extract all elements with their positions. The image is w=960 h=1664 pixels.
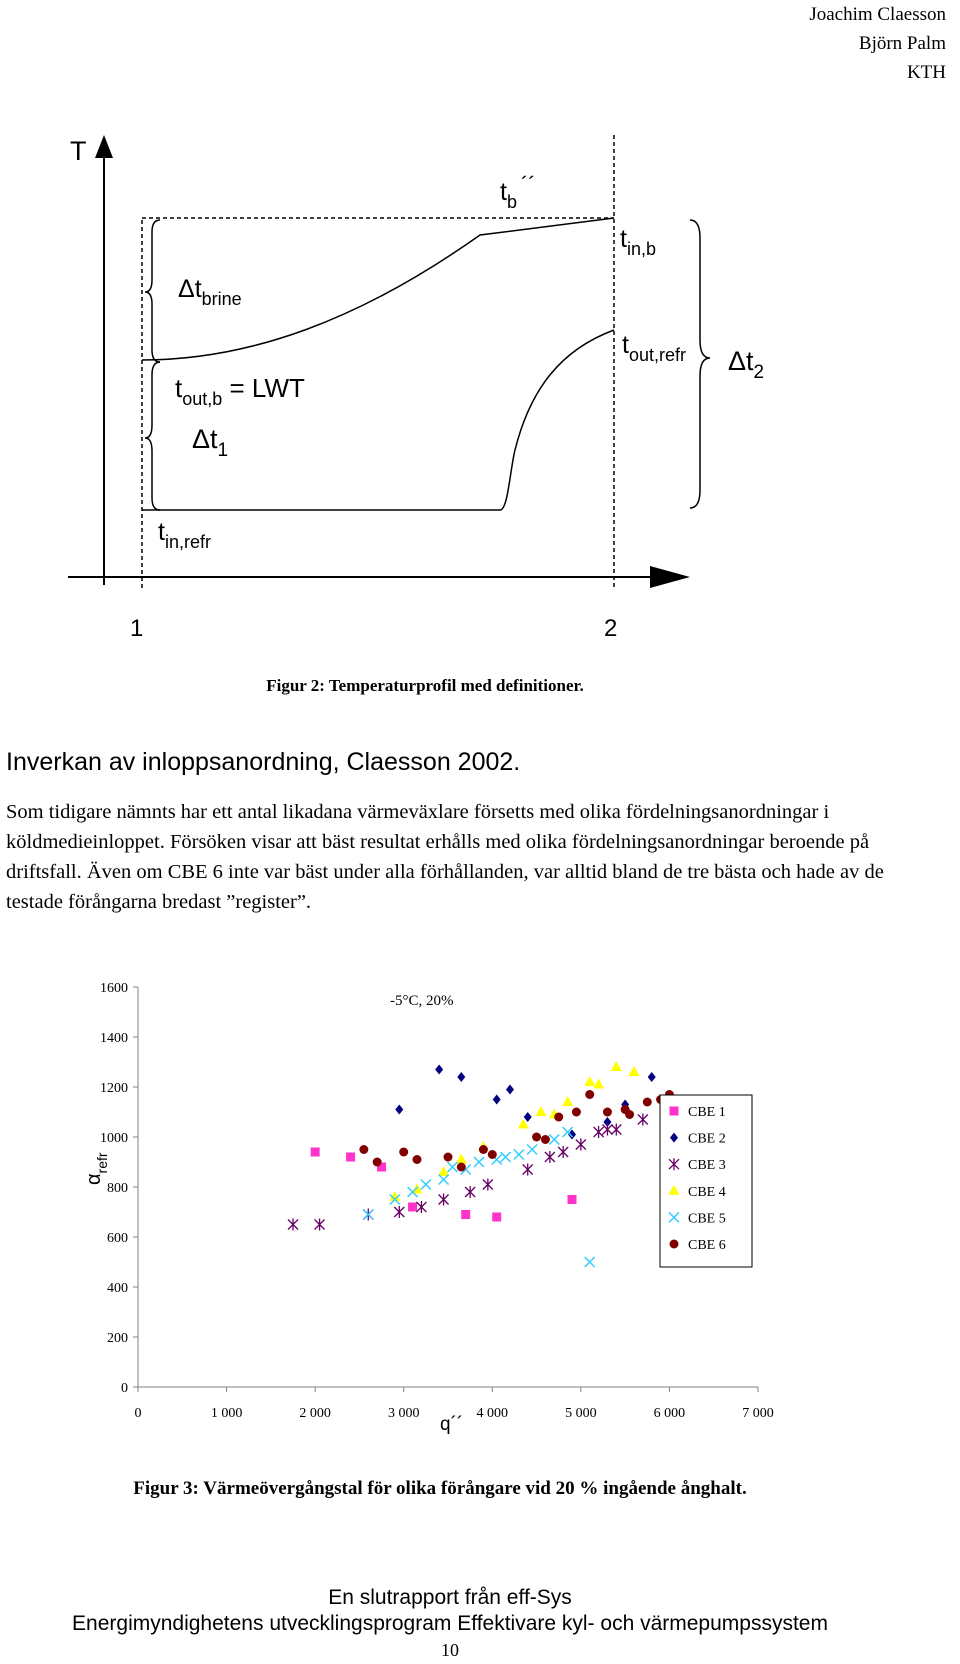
data-point-cbe-6 (643, 1098, 652, 1107)
data-point-cbe-6 (554, 1113, 563, 1122)
data-point-cbe-6 (532, 1133, 541, 1142)
x-tick-label: 0 (134, 1406, 142, 1421)
data-point-cbe-4 (456, 1154, 467, 1164)
brace-delta-t-2 (690, 220, 710, 508)
x-tick-label: 4 000 (476, 1406, 509, 1421)
figure-2-caption: Figur 2: Temperaturprofil med definitioner. (266, 676, 584, 695)
data-point-cbe-5 (501, 1152, 511, 1162)
y-axis-label: T (70, 136, 87, 166)
data-point-cbe-2 (506, 1085, 514, 1095)
legend-marker-cbe-6 (670, 1240, 679, 1249)
data-point-cbe-5 (527, 1145, 537, 1155)
label-delta-t-2: $\Delta t_2$ (728, 346, 765, 383)
page-header (809, 0, 946, 87)
chart-title: -5°C, 20% (390, 993, 454, 1009)
legend (660, 1095, 752, 1267)
data-point-cbe-6 (572, 1108, 581, 1117)
data-point-cbe-3 (594, 1126, 604, 1138)
institution: KTH (906, 62, 946, 83)
data-point-cbe-5 (474, 1157, 484, 1167)
y-tick-label: 200 (107, 1331, 128, 1346)
data-point-cbe-2 (435, 1065, 443, 1075)
data-point-cbe-1 (346, 1153, 355, 1162)
data-point-cbe-6 (413, 1155, 422, 1164)
label-delta-t-brine: $\Delta t_{brine}$ (178, 275, 242, 309)
y-tick-label: 1000 (100, 1131, 128, 1146)
x-axis-arrow (650, 566, 690, 588)
footer-program-line: Energimyndighetens utvecklingsprogram Effektivare kyl- och värmepumpssystem (72, 1612, 828, 1635)
x-tick-label: 1 000 (210, 1406, 243, 1421)
y-tick-label: 1400 (100, 1031, 128, 1046)
data-point-cbe-2 (457, 1072, 465, 1082)
data-point-cbe-6 (359, 1145, 368, 1154)
legend-label-cbe-2: CBE 2 (688, 1131, 726, 1147)
refrigerant-curve (142, 330, 614, 510)
data-point-cbe-3 (315, 1219, 325, 1231)
data-point-cbe-3 (558, 1146, 568, 1158)
x-tick-label: 7 000 (742, 1406, 774, 1421)
label-t-in-refr: $t_{in,refr}$ (158, 518, 211, 552)
data-point-cbe-6 (541, 1135, 550, 1144)
x-tick-label: 3 000 (387, 1406, 420, 1421)
data-point-cbe-6 (479, 1145, 488, 1154)
y-axis-arrow (95, 135, 113, 158)
data-point-cbe-2 (524, 1112, 532, 1122)
data-point-cbe-3 (439, 1194, 449, 1206)
y-tick-label: 400 (107, 1281, 128, 1296)
data-point-cbe-3 (394, 1206, 404, 1218)
data-point-cbe-1 (568, 1195, 577, 1204)
data-point-cbe-4 (593, 1079, 604, 1089)
label-t-in-b: $t_{in,b}$ (620, 225, 656, 259)
data-point-cbe-1 (408, 1203, 417, 1212)
temperature-profile-diagram (0, 120, 960, 640)
data-point-cbe-4 (562, 1096, 573, 1106)
x-axis-title: q´´ (440, 1414, 464, 1435)
data-point-cbe-5 (514, 1150, 524, 1160)
legend-label-cbe-6: CBE 6 (688, 1238, 726, 1253)
brace-delta-t-1 (145, 362, 160, 510)
legend-label-cbe-3: CBE 3 (688, 1158, 726, 1174)
data-point-cbe-3 (465, 1186, 475, 1198)
label-delta-t-1: $\Delta t_1$ (192, 424, 229, 461)
author-1: Joachim Claesson (809, 4, 946, 25)
footer-report-line: En slutrapport från eff-Sys (328, 1586, 572, 1609)
data-point-cbe-4 (629, 1066, 640, 1076)
label-t-b: $t_b´´$ (500, 172, 536, 212)
data-point-cbe-3 (523, 1164, 533, 1176)
y-tick-label: 600 (107, 1231, 128, 1246)
data-point-cbe-5 (447, 1162, 457, 1172)
data-point-cbe-1 (461, 1210, 470, 1219)
data-point-cbe-3 (416, 1201, 426, 1213)
y-axis-title: $\alpha_{refr}$ (83, 1152, 110, 1185)
author-2: Björn Palm (858, 33, 946, 54)
brace-delta-t-brine (145, 220, 160, 362)
y-tick-label: 1600 (100, 981, 128, 996)
data-point-cbe-6 (399, 1148, 408, 1157)
figure-3-caption: Figur 3: Värmeövergångstal för olika förångare vid 20 % ingående ånghalt. (133, 1478, 747, 1499)
page-number: 10 (441, 1640, 459, 1660)
y-tick-label: 1200 (100, 1081, 128, 1096)
data-point-cbe-3 (638, 1114, 648, 1126)
data-point-cbe-6 (373, 1158, 382, 1167)
legend-label-cbe-1: CBE 1 (688, 1105, 726, 1120)
legend-label-cbe-5: CBE 5 (688, 1211, 726, 1227)
section-heading: Inverkan av inloppsanordning, Claesson 2002. (6, 748, 521, 776)
legend-label-cbe-4: CBE 4 (688, 1184, 726, 1200)
data-point-cbe-2 (395, 1105, 403, 1115)
data-point-cbe-6 (457, 1163, 466, 1172)
data-point-cbe-4 (536, 1106, 547, 1116)
x-tick-label: 6 000 (653, 1406, 686, 1421)
data-point-cbe-3 (288, 1219, 298, 1231)
x-tick-2: 2 (604, 615, 618, 640)
data-point-cbe-5 (421, 1180, 431, 1190)
y-tick-label: 0 (121, 1381, 128, 1396)
data-point-cbe-6 (488, 1150, 497, 1159)
label-t-out-b-lwt: $t_{out,b}$ = LWT (175, 373, 305, 409)
heat-transfer-scatter-chart (0, 975, 960, 1455)
data-point-cbe-5 (585, 1257, 595, 1267)
data-point-cbe-6 (603, 1108, 612, 1117)
data-point-cbe-3 (545, 1151, 555, 1163)
x-tick-label: 5 000 (565, 1406, 597, 1421)
data-point-cbe-3 (602, 1124, 612, 1136)
data-point-cbe-6 (444, 1153, 453, 1162)
y-tick-label: 800 (107, 1181, 128, 1196)
legend-marker-cbe-1 (670, 1107, 679, 1116)
data-point-cbe-4 (611, 1061, 622, 1071)
x-tick-label: 2 000 (299, 1406, 331, 1421)
data-point-cbe-1 (311, 1148, 320, 1157)
x-tick-1: 1 (130, 615, 144, 640)
body-paragraph: Som tidigare nämnts har ett antal likadana värmeväxlare försetts med olika fördelningsanordningar i köldmedieinloppet. Försöken visar att bäst resultat erhålls med olika fördelningsanordningar beroende på driftsfall. Även om CBE 6 inte var bäst under alla förhållanden, var alltid bland de tre bästa och hade av de testade förångarna bredast ”register”. (6, 801, 884, 913)
data-point-cbe-6 (585, 1090, 594, 1099)
data-point-cbe-2 (493, 1095, 501, 1105)
label-t-out-refr: $t_{out,refr}$ (622, 331, 686, 365)
data-point-cbe-3 (483, 1179, 493, 1191)
data-point-cbe-5 (549, 1135, 559, 1145)
data-point-cbe-1 (492, 1213, 501, 1222)
data-point-cbe-4 (584, 1076, 595, 1086)
data-point-cbe-3 (611, 1124, 621, 1136)
data-point-cbe-6 (625, 1110, 634, 1119)
data-point-cbe-3 (576, 1139, 586, 1151)
data-point-cbe-2 (648, 1072, 656, 1082)
